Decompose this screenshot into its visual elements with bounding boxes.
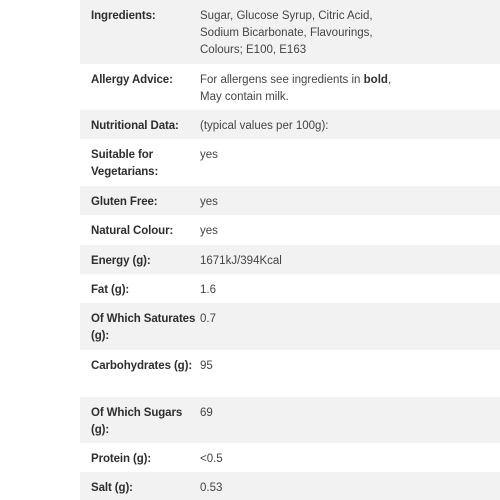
row-value: <0.5 bbox=[200, 453, 223, 465]
row-value: (typical values per 100g): bbox=[200, 120, 329, 132]
row-value: yes bbox=[200, 196, 218, 208]
row-label: Salt (g): bbox=[91, 482, 133, 494]
row-label: Gluten Free: bbox=[91, 196, 158, 208]
table-row-natural-colour bbox=[80, 215, 500, 245]
table-row-carbohydrates bbox=[80, 350, 500, 397]
table-row-nutritional-data bbox=[80, 110, 500, 139]
row-label: Carbohydrates (g): bbox=[91, 360, 193, 372]
row-value: 1671kJ/394Kcal bbox=[200, 255, 282, 267]
row-label: Suitable for Vegetarians: bbox=[91, 149, 159, 178]
row-label: Nutritional Data: bbox=[91, 120, 179, 132]
row-value: yes bbox=[200, 225, 218, 237]
row-value: 95 bbox=[200, 360, 213, 372]
row-label: Ingredients: bbox=[91, 10, 156, 22]
table-row-energy bbox=[80, 245, 500, 274]
table-row-saturates bbox=[80, 303, 500, 350]
table-row-suitable-for-vegetarians bbox=[80, 139, 500, 186]
row-label: Fat (g): bbox=[91, 284, 130, 296]
row-value: Sugar, Glucose Syrup, Citric Acid, Sodium Bicarbonate, Flavourings, Colours; E100, E163 bbox=[200, 10, 373, 56]
row-label: Of Which Sugars (g): bbox=[91, 407, 183, 436]
table-row-protein bbox=[80, 443, 500, 472]
row-label: Protein (g): bbox=[91, 453, 152, 465]
row-label: Of Which Saturates (g): bbox=[91, 313, 196, 342]
table-row-salt bbox=[80, 472, 500, 500]
row-label: Energy (g): bbox=[91, 255, 151, 267]
allergy-text: For allergens see ingredients in bbox=[200, 74, 364, 86]
product-info-table bbox=[80, 0, 500, 500]
table-row-sugars bbox=[80, 397, 500, 443]
table-row-gluten-free bbox=[80, 186, 500, 215]
allergy-text-suffix: , May contain milk. bbox=[200, 74, 392, 103]
table-row-fat bbox=[80, 274, 500, 303]
row-value: 0.53 bbox=[200, 482, 223, 494]
table-row-allergy-advice bbox=[80, 64, 500, 110]
table-row-ingredients bbox=[80, 0, 500, 64]
row-label: Allergy Advice: bbox=[91, 74, 173, 86]
allergy-bold-text: bold bbox=[363, 74, 388, 86]
row-value: 0.7 bbox=[200, 313, 216, 325]
row-value: yes bbox=[200, 149, 218, 161]
row-value: 1.6 bbox=[200, 284, 216, 296]
row-label: Natural Colour: bbox=[91, 225, 174, 237]
row-value bbox=[200, 72, 410, 110]
row-value: 69 bbox=[200, 407, 213, 419]
